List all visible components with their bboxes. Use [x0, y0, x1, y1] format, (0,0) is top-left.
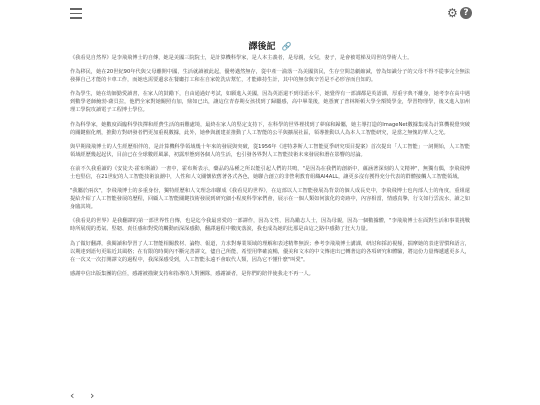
paragraph: 感謝中信出版集團的信任，感謝被描聚支持和指導的人對團隊，感謝讀者，是你們的陪伴使我走不再一人。	[70, 270, 314, 277]
hamburger-icon[interactable]	[70, 8, 82, 18]
page-navigation	[0, 388, 540, 405]
chevron-right-icon[interactable]: ›	[90, 389, 95, 402]
paragraph: "我屬於兩次"，李飛飛博士的多重身份，獨特經歷和人文理念串聯成《我看見的世界》，在這部以人工智能發展為背景的個人成長史中，李飛飛博士也內部人士的角度，重組還提給介紹了人工智能發展的歷程，回顧人工智能關鍵技術發展到研究細小程度科學家們會，展示在一個人類如何演化的奇跡中，內容相當，情感真摯，行文如行雲流水，讀之如身臨其境。	[70, 188, 470, 211]
page-title: 譯後記	[248, 42, 276, 52]
paragraph: 作為學生，她在幼師勤愛讀書，在家人的鼓勵下，自由通過好考試，如願進入美國，因為英語還不到母語水平，她覺得有一部課都是英語課，厚重字典不離身，她考李在高中遇到數學老師鮑勃·薩貝拉，他們全家對她關照有加，鼎如已出，讓這位青春期女孩找到了歸屬感，高中畢業後，她憑實了普林斯頓大學全額獎學金，學習物理學，後又進入加州理工學院攻讀電子工程博士學位。	[70, 91, 470, 114]
paragraph: 《我看見自然界》是李飛飛博士的自傳，她是美國三院院士，是計算機科學家，是人本主義者，是母親，女兒，妻子，是會被電梯及周世的學術人士。	[70, 55, 413, 61]
gear-icon[interactable]: ⚙	[447, 6, 458, 20]
page-header	[0, 34, 540, 53]
paragraph: 為了做好翻譯，我閱讀和學習了人工智能相關教材、論物、報道，力求對專業領域的理解和表述精準無誤；參考李飛飛博士講課，研討和採訪視頻，揣摩她的表達習慣和語言，以期達到語句更貼近其風格；在有限的時間內不斷完善譯文，儘自己所能，希望用準確流暢，優美和文本的中文傳達出已轉著這的各項研究和體驗，將這份力量傳遞遞更多人，在一次又一次打開譯文的過程中，我深深感受到，人工智能永遠不會取代人類，因為它不懂什麼"叫愛"。	[70, 240, 470, 263]
paragraph: 在前不久我重讀的《安徒夫·霍布斯讀》一書中，霍布斯表示，藥品的品種之所以能引起人們的共鳴，"是因為在我們的創新中，蘊涵著深刻的人文精神"，無獨有偶，李飛飛博士也堅信，在21世紀的人工智能技術浪潮中，人性和人文關懷依舊著各式各色，她聯合創立的非營利教育組織AI4ALL，讓更多沒有獲得充分代表的群體接觸人工智能領域。	[70, 165, 470, 180]
article-body	[70, 54, 470, 284]
paragraph: 與早期飛飛博士的人生經歷相伴的，是計算機科學領域幾十年來的發展與突破，從1956年《達特茅斯人工智能夏季研究項目提案》首次提出「人工智能」一詞開始，人工智能領域經歷幾起起伏，目前已在全球數經風暴，初露形態到各個人的生活，也引發各界對人工智能技術未來發展和潛在影響的討論。	[70, 143, 470, 158]
paragraph: 作為移民，她在20世紀90年代與父母離開中國，生活就讀被此起，優勢邁然無存，從中產一淪落一為美國貧民，生存空間急劇縮減，曾為知識分子的父母不得不從事完全無法發揮自己才能的卡車工作，而她也需要邊求在餐廳打工和在自家乾洗店幫忙，才能維持生計，其中的無奈與辛苦是不必形容而自知的。	[70, 69, 470, 84]
link-icon[interactable]: 🔗	[281, 42, 292, 51]
top-toolbar	[0, 0, 540, 28]
help-icon[interactable]: ?	[460, 7, 472, 19]
paragraph: 《我看見的世界》是我翻譯的第一部世界性自傳，也是迄今我最喜愛的一部譯作，因為文性，因為勵志人士，因為母親，因為一個數據體，"李飛飛博士在面對生活和事業挑戰時所展現的勇氣、堅韌、責任感和對愛的觸動而深深感動，翻譯過程中數度落淚，我也成為她的比那是由這之路中感動了狂大力量。	[70, 218, 470, 233]
chevron-left-icon[interactable]: ‹	[70, 389, 75, 402]
paragraph: 作為科學家，她數度面臨科學抉擇和經費生活的兩難處境，最終在家人的堅定支持下，在科學的世界裡找到了夢寐和歸屬，她主導打造的ImageNet數據集成為計算機視覺突破的關鍵催化劑，推動方對研發者們更加重視數據，此外，她參與創建並推動了人工智能的公平與擴展社區，領導推動以人為本人工智能研究，是當之無愧的華人之光。	[70, 121, 470, 136]
